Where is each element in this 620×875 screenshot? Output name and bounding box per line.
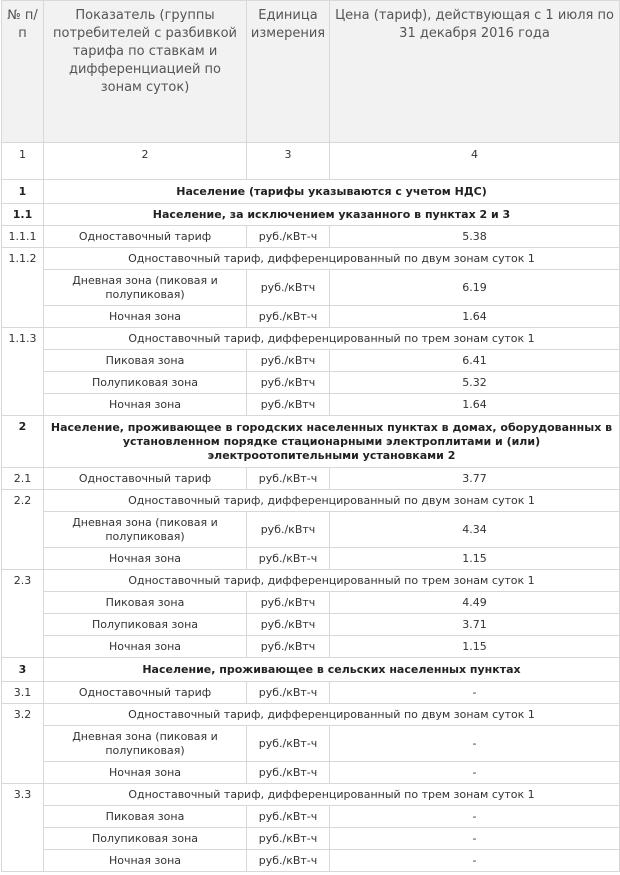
row-num: 1.1.1 — [2, 226, 44, 248]
row-label: Ночная зона — [44, 548, 247, 570]
header-num: № п/п — [2, 1, 44, 143]
row-price: - — [330, 806, 620, 828]
section-row — [2, 416, 620, 468]
row-price: 1.15 — [330, 636, 620, 658]
row-label: Ночная зона — [44, 850, 247, 872]
column-number: 1 — [2, 143, 44, 180]
table-row — [2, 372, 620, 394]
row-price: - — [330, 850, 620, 872]
row-label: Одноставочный тариф, дифференцированный по трем зонам суток 1 — [44, 328, 620, 350]
row-label: Одноставочный тариф, дифференцированный по двум зонам суток 1 — [44, 490, 620, 512]
section-num: 1.1 — [2, 204, 44, 226]
row-price: - — [330, 828, 620, 850]
row-num: 3.1 — [2, 682, 44, 704]
row-unit: руб./кВтч — [247, 512, 330, 548]
row-num: 1.1.3 — [2, 328, 44, 416]
column-number-row — [2, 143, 620, 180]
row-unit: руб./кВтч — [247, 636, 330, 658]
row-price: 6.19 — [330, 270, 620, 306]
row-price: 4.49 — [330, 592, 620, 614]
section-title: Население, проживающее в городских населенных пунктах в домах, оборудованных в установленном порядке стационарными электроплитами и (или) электроотопительными установками 2 — [44, 416, 620, 468]
row-label: Одноставочный тариф, дифференцированный по двум зонам суток 1 — [44, 248, 620, 270]
row-price: 1.64 — [330, 394, 620, 416]
row-unit: руб./кВтч — [247, 350, 330, 372]
table-row — [2, 468, 620, 490]
table-row — [2, 784, 620, 806]
table-row — [2, 270, 620, 306]
row-unit: руб./кВт-ч — [247, 726, 330, 762]
row-unit: руб./кВт-ч — [247, 828, 330, 850]
row-label: Дневная зона (пиковая и полупиковая) — [44, 512, 247, 548]
table-row — [2, 306, 620, 328]
section-row — [2, 180, 620, 204]
row-label: Ночная зона — [44, 762, 247, 784]
row-label: Полупиковая зона — [44, 828, 247, 850]
table-row — [2, 850, 620, 872]
column-number: 4 — [330, 143, 620, 180]
row-unit: руб./кВт-ч — [247, 306, 330, 328]
row-price: 5.32 — [330, 372, 620, 394]
row-unit: руб./кВтч — [247, 614, 330, 636]
row-unit: руб./кВтч — [247, 394, 330, 416]
row-unit: руб./кВт-ч — [247, 806, 330, 828]
table-row — [2, 570, 620, 592]
section-row — [2, 204, 620, 226]
row-num: 2.1 — [2, 468, 44, 490]
table-row — [2, 726, 620, 762]
row-num: 2.2 — [2, 490, 44, 570]
row-unit: руб./кВтч — [247, 592, 330, 614]
section-row — [2, 658, 620, 682]
row-price: 4.34 — [330, 512, 620, 548]
tariff-table — [1, 0, 620, 872]
row-label: Одноставочный тариф, дифференцированный по трем зонам суток 1 — [44, 570, 620, 592]
row-num: 1.1.2 — [2, 248, 44, 328]
row-price: - — [330, 762, 620, 784]
table-row — [2, 394, 620, 416]
table-row — [2, 548, 620, 570]
section-num: 1 — [2, 180, 44, 204]
row-price: 1.64 — [330, 306, 620, 328]
row-price: 1.15 — [330, 548, 620, 570]
row-label: Одноставочный тариф — [44, 468, 247, 490]
header-unit: Единица измерения — [247, 1, 330, 143]
table-row — [2, 248, 620, 270]
row-label: Дневная зона (пиковая и полупиковая) — [44, 726, 247, 762]
header-price: Цена (тариф), действующая с 1 июля по 31 декабря 2016 года — [330, 1, 620, 143]
row-label: Одноставочный тариф — [44, 226, 247, 248]
row-unit: руб./кВт-ч — [247, 548, 330, 570]
row-price: - — [330, 682, 620, 704]
section-title: Население (тарифы указываются с учетом НДС) — [44, 180, 620, 204]
table-row — [2, 328, 620, 350]
row-unit: руб./кВт-ч — [247, 468, 330, 490]
column-number: 2 — [44, 143, 247, 180]
row-price: 3.77 — [330, 468, 620, 490]
row-num: 3.3 — [2, 784, 44, 872]
row-unit: руб./кВт-ч — [247, 762, 330, 784]
table-row — [2, 704, 620, 726]
row-label: Полупиковая зона — [44, 372, 247, 394]
table-row — [2, 592, 620, 614]
table-row — [2, 636, 620, 658]
row-unit: руб./кВт-ч — [247, 850, 330, 872]
row-label: Дневная зона (пиковая и полупиковая) — [44, 270, 247, 306]
row-label: Ночная зона — [44, 306, 247, 328]
row-unit: руб./кВт-ч — [247, 682, 330, 704]
table-row — [2, 490, 620, 512]
row-label: Ночная зона — [44, 394, 247, 416]
row-unit: руб./кВтч — [247, 372, 330, 394]
row-price: 5.38 — [330, 226, 620, 248]
table-row — [2, 828, 620, 850]
table-row — [2, 762, 620, 784]
table-row — [2, 614, 620, 636]
header-indicator: Показатель (группы потребителей с разбивкой тарифа по ставкам и дифференциацией по зонам суток) — [44, 1, 247, 143]
row-unit: руб./кВт-ч — [247, 226, 330, 248]
row-num: 3.2 — [2, 704, 44, 784]
section-title: Население, проживающее в сельских населенных пунктах — [44, 658, 620, 682]
column-number: 3 — [247, 143, 330, 180]
row-label: Одноставочный тариф, дифференцированный по трем зонам суток 1 — [44, 784, 620, 806]
table-row — [2, 682, 620, 704]
row-label: Пиковая зона — [44, 806, 247, 828]
table-header-row — [2, 1, 620, 143]
table-row — [2, 806, 620, 828]
table-row — [2, 226, 620, 248]
table-row — [2, 512, 620, 548]
row-price: 3.71 — [330, 614, 620, 636]
row-price: - — [330, 726, 620, 762]
row-label: Пиковая зона — [44, 592, 247, 614]
row-label: Пиковая зона — [44, 350, 247, 372]
section-title: Население, за исключением указанного в пунктах 2 и 3 — [44, 204, 620, 226]
section-num: 2 — [2, 416, 44, 468]
row-label: Одноставочный тариф — [44, 682, 247, 704]
row-unit: руб./кВтч — [247, 270, 330, 306]
row-price: 6.41 — [330, 350, 620, 372]
row-label: Полупиковая зона — [44, 614, 247, 636]
row-label: Ночная зона — [44, 636, 247, 658]
row-num: 2.3 — [2, 570, 44, 658]
table-row — [2, 350, 620, 372]
section-num: 3 — [2, 658, 44, 682]
row-label: Одноставочный тариф, дифференцированный по двум зонам суток 1 — [44, 704, 620, 726]
